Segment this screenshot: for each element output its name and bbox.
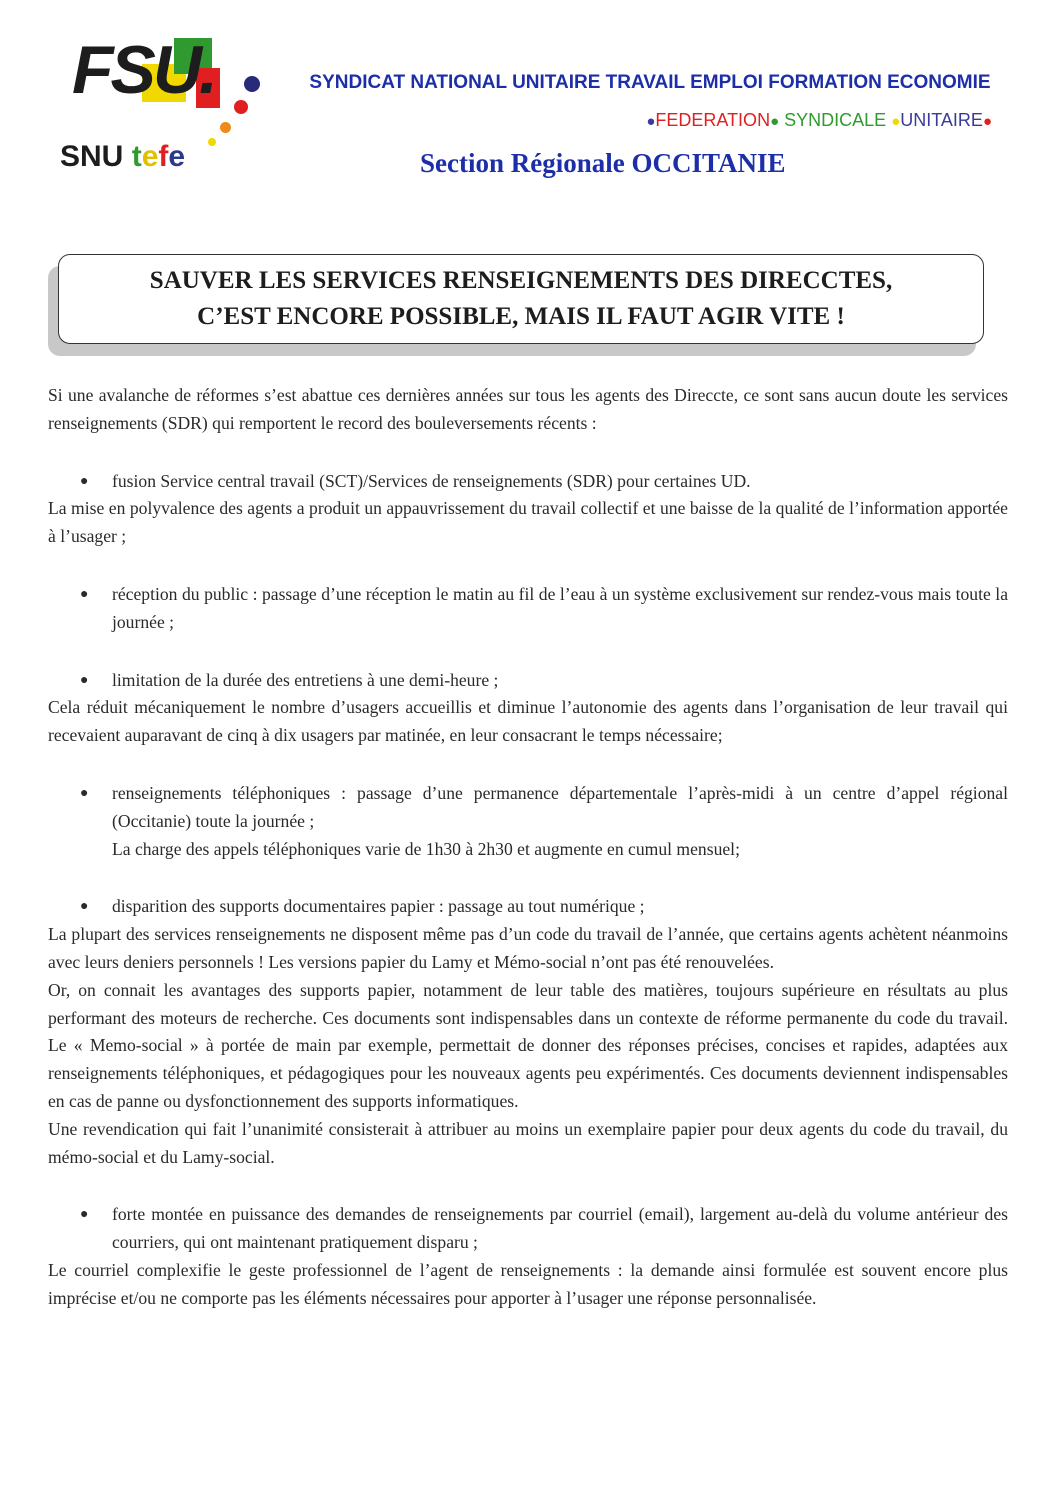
bullet-dot: ●: [80, 672, 89, 688]
bullet-dot: ●: [80, 1207, 89, 1223]
logo-dot-red: [234, 100, 248, 114]
bullet-dot: ●: [80, 785, 89, 801]
bullet-reception: [48, 581, 1008, 637]
bullet-limitation-text: limitation de la durée des entretiens à une demi-heure ;: [112, 669, 499, 690]
bullet-red: ●: [982, 113, 992, 130]
title-line-1: SAUVER LES SERVICES RENSEIGNEMENTS DES DIRECCTES,: [149, 267, 893, 294]
paragraph-avantages-papier: Or, on connait les avantages des supports papier, notamment de leur table des matières, toujours supérieure en résultats au plus performant des moteurs de recherche. Ces documents sont indispensables dans un contexte de réforme permanente du code du travail. Le « Memo-social » à portée de main par exemple, permettait de donner des réponses précises, concises et rapides, adaptées aux renseignements téléphoniques, et pédagogiques pour les nouveaux agents peu expérimentés. Ces documents deviennent indispensables en cas de panne ou dysfonctionnement des supports informatiques.: [48, 979, 1008, 1111]
title-line-2: C’EST ENCORE POSSIBLE, MAIS IL FAUT AGIR VITE !: [197, 303, 845, 330]
logo-fsu-text: FSU.: [72, 32, 215, 108]
bullet-courriel-text: forte montée en puissance des demandes de renseignements par courriel (email), largement au-delà du volume antérieur des courriers, qui ont maintenant pratiquement disparu ;: [112, 1204, 1008, 1253]
bullet-dot: ●: [80, 586, 89, 602]
logo-dot-yellow: [208, 138, 216, 146]
bullet-telephone: [48, 780, 1008, 836]
paragraph-polyvalence: La mise en polyvalence des agents a produit un appauvrissement du travail collectif et une baisse de la qualité de l’information apportée à l’usager ;: [48, 498, 1008, 547]
federation-word: FEDERATION: [655, 110, 771, 130]
bullet-supports-text: disparition des supports documentaires papier : passage au tout numérique ;: [112, 896, 645, 917]
syndicat-name: SYNDICAT NATIONAL UNITAIRE TRAVAIL EMPLOI FORMATION ECONOMIE: [309, 72, 991, 93]
logo-dot-navy: [244, 76, 260, 92]
logo-dot-orange: [220, 122, 231, 133]
paragraph-usagers: Cela réduit mécaniquement le nombre d’usagers accueillis et diminue l’autonomie des agents dans l’organisation de leur travail qui recevaient auparavant de cinq à dix usagers par matinée, en leur consacrant le temps nécessaire;: [48, 697, 1008, 746]
title-box: [58, 254, 984, 344]
logo-tefe-e1: e: [141, 140, 159, 173]
bullet-yellow: ●: [891, 113, 901, 130]
bullet-dot: ●: [80, 473, 89, 489]
bullet-blue: ●: [646, 113, 656, 130]
paragraph-code-travail: La plupart des services renseignements ne disposent même pas d’un code du travail de l’année, que certains agents achètent néanmoins avec leurs deniers personnels ! Les versions papier du Lamy et Mémo-social n’ont pas été renouvelées.: [48, 924, 1008, 972]
section-title: Section Régionale OCCITANIE: [420, 148, 786, 178]
fsu-snu-tefe-logo: [56, 30, 286, 190]
bullet-limitation: [48, 667, 1008, 695]
bullet-courriel: [48, 1201, 1008, 1257]
bullet-telephone-text: renseignements téléphoniques : passage d’une permanence départementale l’après-midi à un centre d’appel régional (Occitanie) toute la journée ;: [112, 782, 1008, 831]
logo-snu: SNU: [60, 140, 124, 173]
intro-paragraph: Si une avalanche de réformes s’est abattue ces dernières années sur tous les agents des Direccte, ce sont sans aucun doute les services renseignements (SDR) qui remportent le record des bouleversements récents :: [48, 385, 1008, 433]
logo-tefe-e2: e: [168, 140, 186, 173]
paragraph-courriel: Le courriel complexifie le geste professionnel de l’agent de renseignements : la demande ainsi formulée est souvent encore plus imprécise et/ou ne comporte pas les éléments nécessaires pour apporter à l’usager une réponse personnalisée.: [48, 1259, 1008, 1308]
bullet-supports: [48, 893, 1008, 921]
paragraph-revendication: Une revendication qui fait l’unanimité consisterait à attribuer au moins un exemplaire papier pour deux agents du code du travail, du mémo-social et du Lamy-social.: [48, 1118, 1008, 1167]
logo-snu-tefe: [60, 142, 185, 172]
unitaire-word: UNITAIRE: [900, 110, 983, 130]
logo-tefe-f: f: [158, 140, 169, 173]
federation-line: [646, 110, 992, 131]
bullet-green: ●: [770, 113, 780, 130]
logo-tefe-t: t: [131, 140, 142, 173]
bullet-fusion: [48, 468, 1008, 496]
bullet-reception-text: réception du public : passage d’une réception le matin au fil de l’eau à un système exclusivement sur rendez-vous mais toute la journée ;: [112, 583, 1008, 632]
bullet-fusion-text: fusion Service central travail (SCT)/Services de renseignements (SDR) pour certaines UD.: [112, 470, 751, 491]
syndicale-word: SYNDICALE: [784, 110, 887, 130]
bullet-dot: ●: [80, 899, 89, 915]
bullet-telephone-charge: La charge des appels téléphoniques varie de 1h30 à 2h30 et augmente en cumul mensuel;: [112, 838, 740, 859]
document-body: [48, 382, 1008, 1313]
